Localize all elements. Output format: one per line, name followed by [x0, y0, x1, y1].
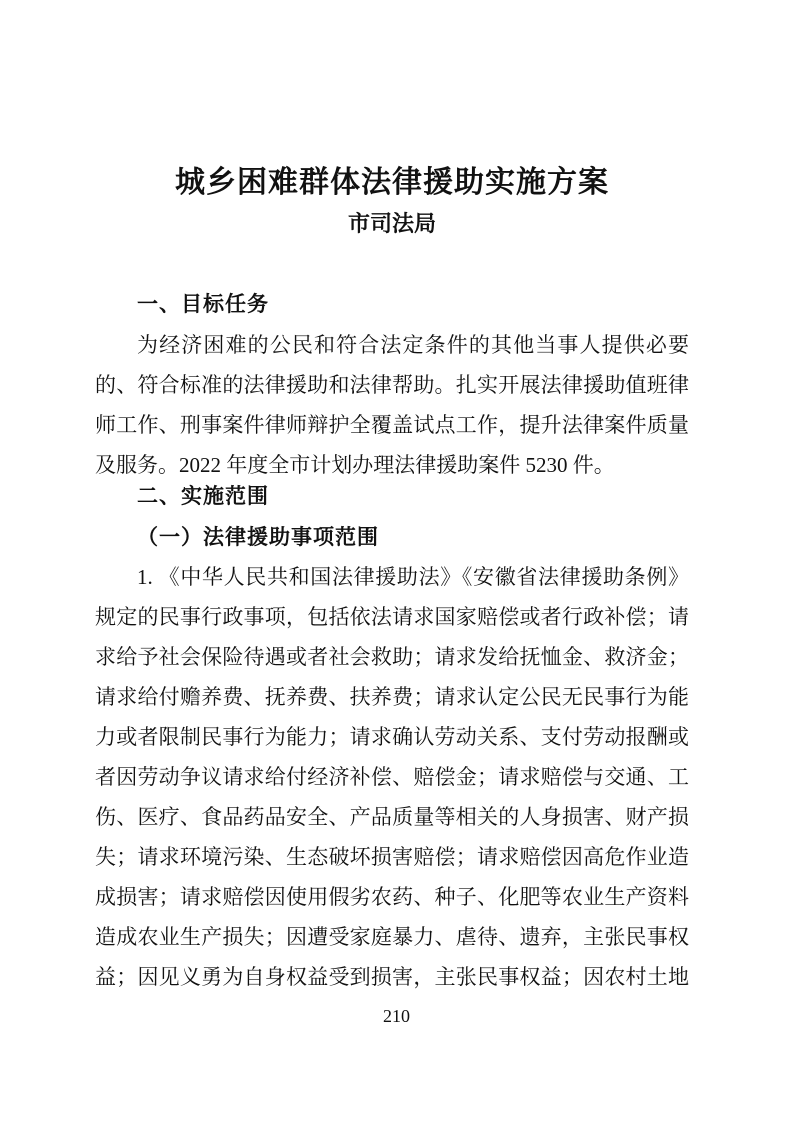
paragraph-line: 造成农业生产损失；因遭受家庭暴力、虐待、遗弃，主张民事权: [95, 925, 689, 949]
paragraph-line: 请求给付赡养费、抚养费、扶养费；请求认定公民无民事行为能: [95, 685, 689, 709]
paragraph-line: 1. 《中华人民共和国法律援助法》《安徽省法律援助条例》: [137, 565, 689, 589]
document-body: [95, 285, 689, 997]
document-title: 城乡困难群体法律援助实施方案: [175, 166, 609, 199]
paragraph-line: 力或者限制民事行为能力；请求确认劳动关系、支付劳动报酬或: [95, 725, 689, 749]
document-content: [95, 165, 689, 997]
section-heading-1: 一、目标任务: [137, 293, 269, 316]
document-subtitle: 市司法局: [347, 211, 436, 236]
paragraph-line: 师工作、刑事案件律师辩护全覆盖试点工作，提升法律案件质量: [95, 413, 689, 437]
paragraph-line: 求给予社会保险待遇或者社会救助；请求发给抚恤金、救济金；: [95, 645, 689, 669]
section-subheading-1: （一）法律援助事项范围: [137, 525, 379, 549]
paragraph-line: 的、符合标准的法律援助和法律帮助。扎实开展法律援助值班律: [95, 373, 689, 397]
paragraph-line: 者因劳动争议请求给付经济补偿、赔偿金；请求赔偿与交通、工: [95, 765, 689, 789]
page-number: 210: [383, 1006, 410, 1026]
paragraph-line: 为经济困难的公民和符合法定条件的其他当事人提供必要: [137, 333, 689, 357]
section-heading-2: 二、实施范围: [137, 485, 269, 508]
paragraph-line: 规定的民事行政事项，包括依法请求国家赔偿或者行政补偿；请: [95, 605, 689, 629]
paragraph-line: 及服务。2022 年度全市计划办理法律援助案件 5230 件。: [95, 453, 615, 477]
paragraph-line: 益；因见义勇为自身权益受到损害，主张民事权益；因农村土地: [95, 965, 689, 989]
paragraph-line: 伤、医疗、食品药品安全、产品质量等相关的人身损害、财产损: [95, 805, 689, 829]
paragraph-line: 成损害；请求赔偿因使用假劣农药、种子、化肥等农业生产资料: [95, 885, 689, 909]
paragraph-line: 失；请求环境污染、生态破坏损害赔偿；请求赔偿因高危作业造: [95, 845, 689, 869]
